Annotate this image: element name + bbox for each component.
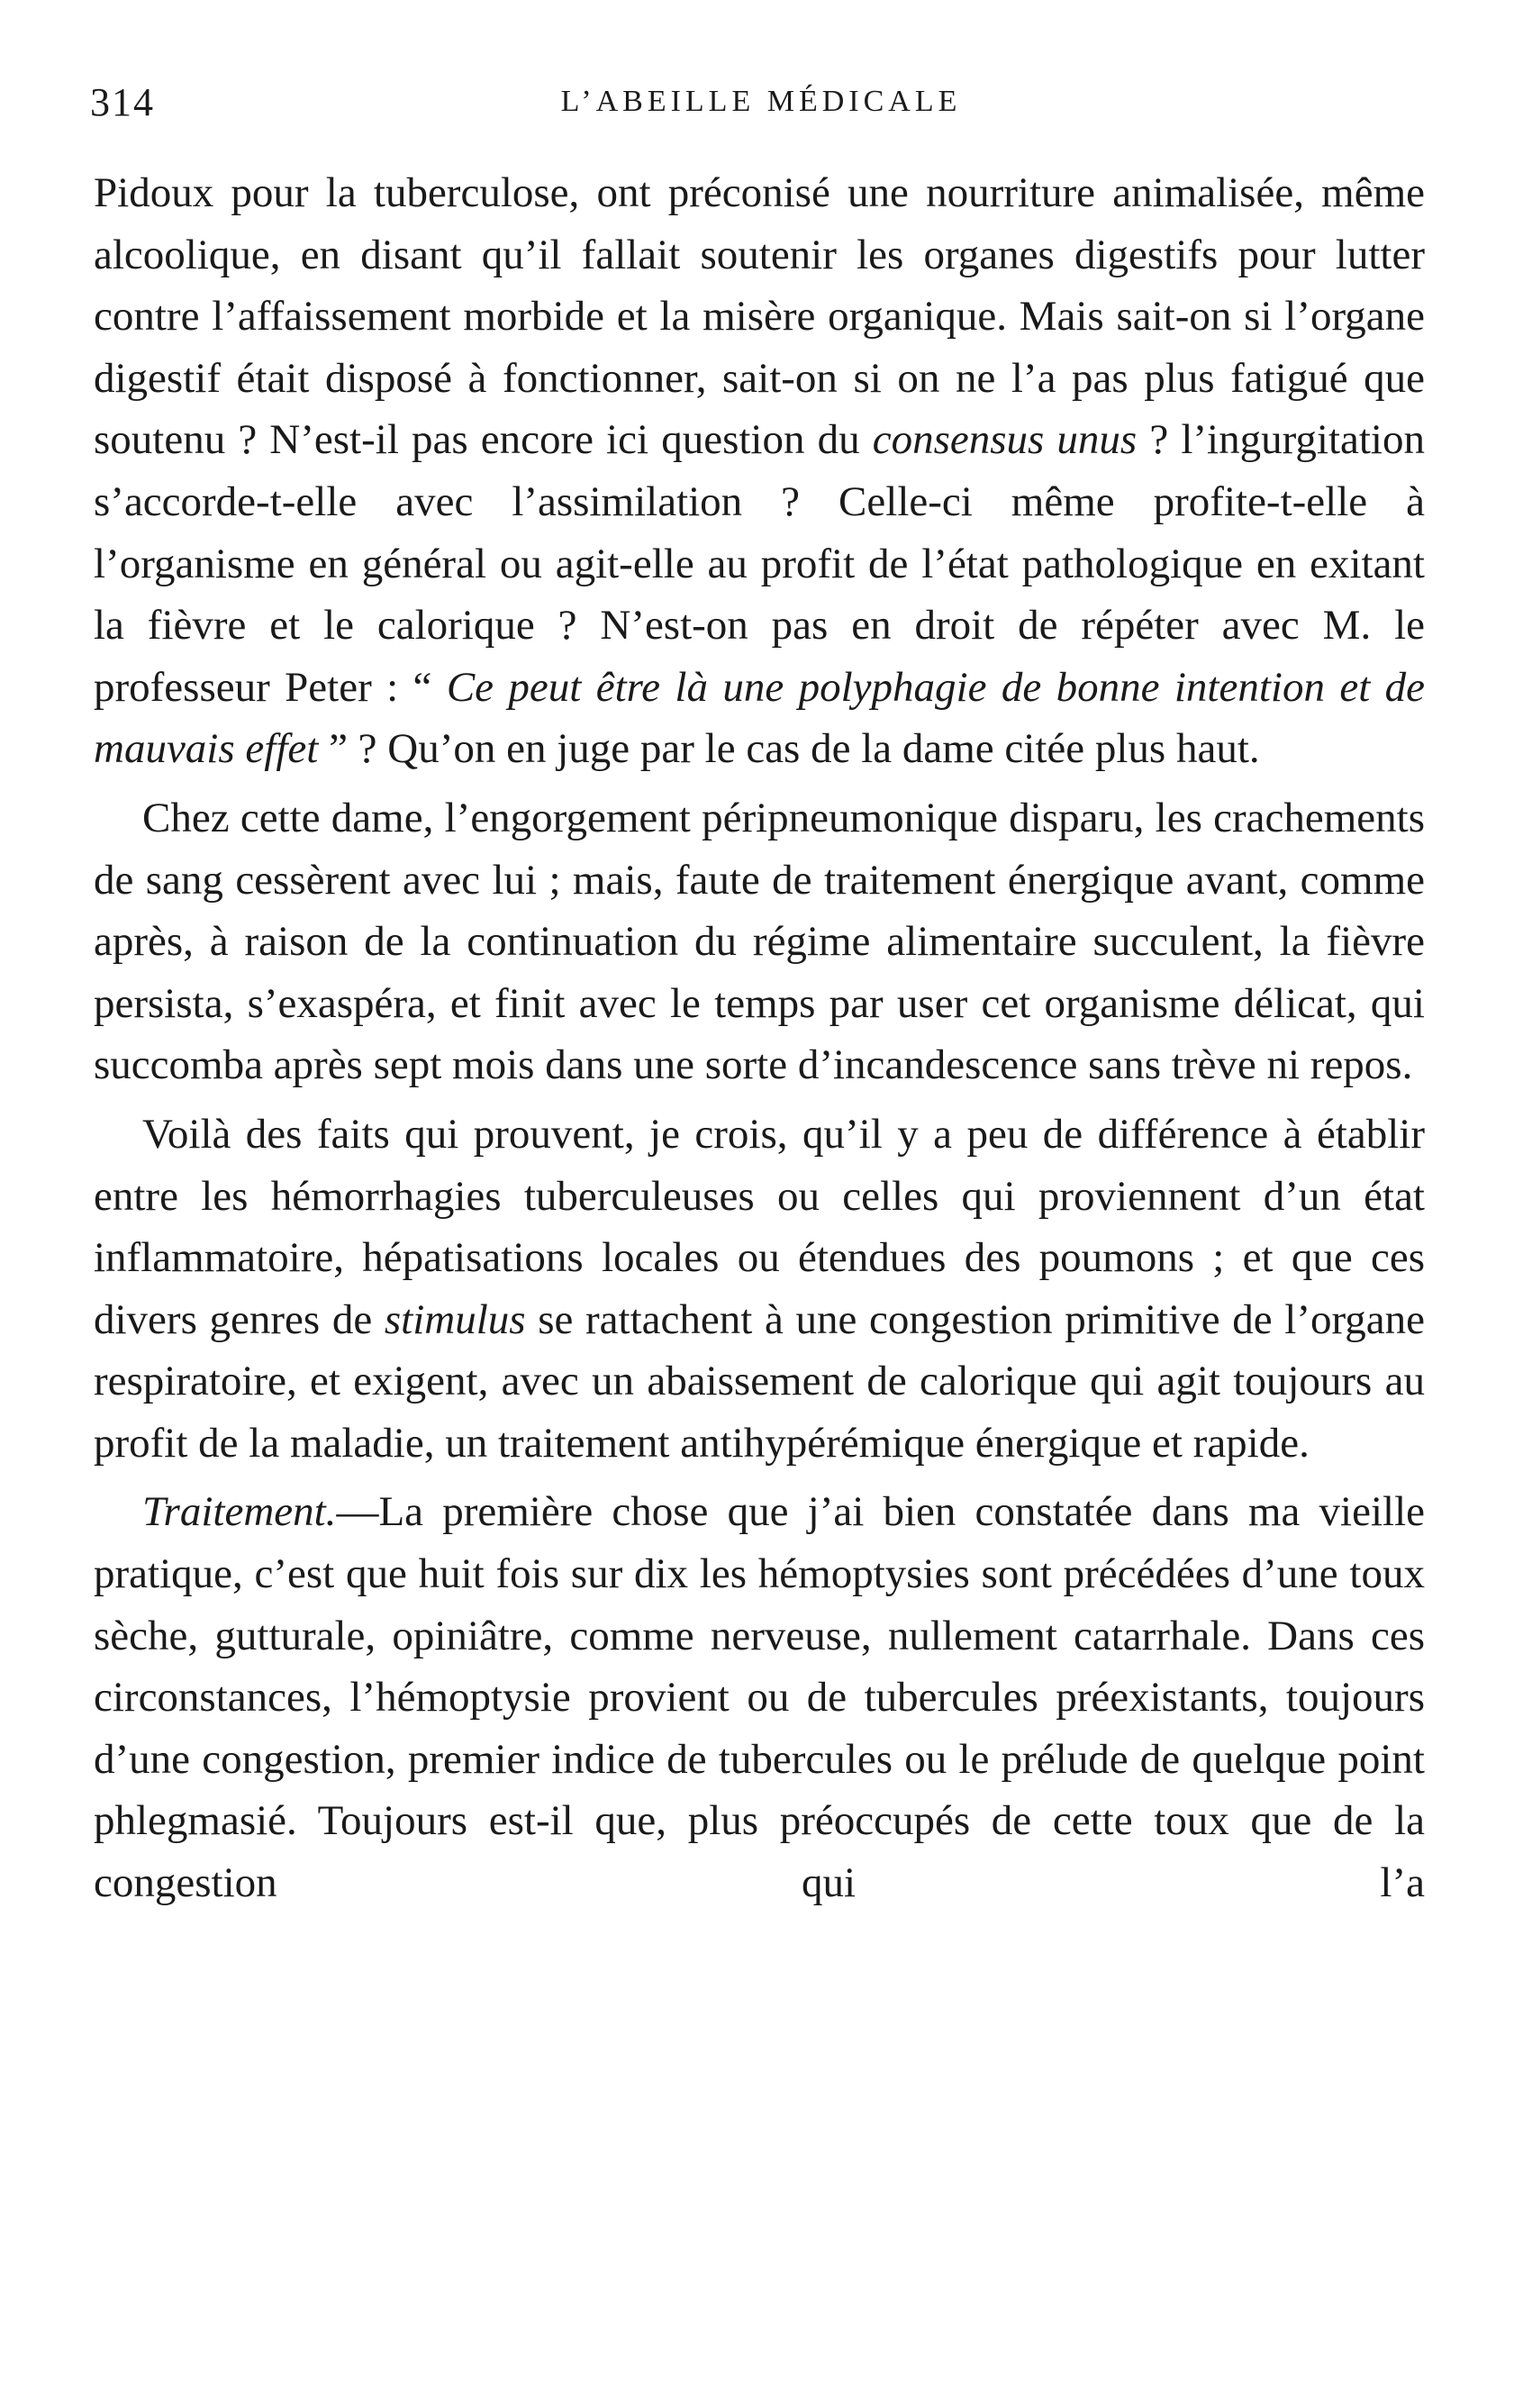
- italic-phrase-consensus-unus: consensus unus: [872, 416, 1138, 464]
- text-segment: se rattachent à une congestion primitive de l’organe respiratoire, et exigent, avec un abaissement de calorique qui agit toujours au profit de la maladie, un traitement antihypérémique énergique et rapide.: [94, 1295, 1425, 1467]
- paragraph-traitement: [94, 1481, 1425, 1913]
- running-head: [90, 79, 1432, 133]
- text-segment: —La première chose que j’ai bien constatée dans ma vieille pratique, c’est que huit fois sur dix les hémoptysies sont précédées d’une toux sèche, gutturale, opiniâtre, comme nerveuse, nullement catarrhale. Dans ces circonstances, l’hémoptysie provient ou de tubercules préexistants, toujours d’une congestion, premier indice de tubercules ou le prélude de quelque point phlegmasié. Toujours est-il que, plus préoccupés de cette toux que de la congestion qui l’a: [94, 1488, 1425, 1907]
- running-title: L’ABEILLE MÉDICALE: [560, 85, 962, 118]
- text-segment: ? l’ingurgitation s’accorde-t-elle avec l’assimilation ? Celle-ci même profite-t-elle à l’organisme en général ou agit-elle au profit de l’état pathologique en exitant la fièvre et le calorique ? N’est-on pas en droit de répéter avec M. le professeur Peter : “: [94, 416, 1425, 711]
- paragraph-chez-cette-dame: [94, 787, 1425, 1096]
- text-segment: Pidoux pour la tuberculose, ont préconisé une nourriture animalisée, même alcoolique, en disant qu’il fallait soutenir les organes digestifs pour lutter contre l’affaissement morbide et la misère organique. Mais sait-on si l’organe digestif était disposé à fonctionner, sait-on si on ne l’a pas plus fatigué que soutenu ? N’est-il pas encore ici question du: [94, 169, 1425, 464]
- body-text: [94, 162, 1425, 1922]
- page-number: 314: [90, 80, 155, 124]
- text-segment: ” ? Qu’on en juge par le cas de la dame citée plus haut.: [318, 725, 1260, 773]
- text-segment: Voilà des faits qui prouvent, je crois, qu’il y a peu de différence à établir entre les hémorrhagies tuberculeuses ou celles qui proviennent d’un état inflammatoire, hépatisations locales ou étendues des poumons ; et que ces divers genres de: [94, 1110, 1425, 1343]
- italic-quotation-peter: Ce peut être là une polyphagie de bonne intention et de mauvais effet: [94, 663, 1426, 773]
- paragraph-voila-des-faits: [94, 1104, 1425, 1475]
- section-heading-traitement: Traitement.: [142, 1488, 337, 1536]
- paragraph-continuation: [94, 162, 1425, 780]
- italic-word-stimulus: stimulus: [384, 1295, 526, 1343]
- text-segment: Chez cette dame, l’engorgement péripneumonique disparu, les crachements de sang cessèrent avec lui ; mais, faute de traitement énergique avant, comme après, à raison de la continuation du régime alimentaire succulent, la fièvre persista, s’exaspéra, et finit avec le temps par user cet organisme délicat, qui succomba après sept mois dans une sorte d’incandescence sans trève ni repos.: [94, 794, 1425, 1089]
